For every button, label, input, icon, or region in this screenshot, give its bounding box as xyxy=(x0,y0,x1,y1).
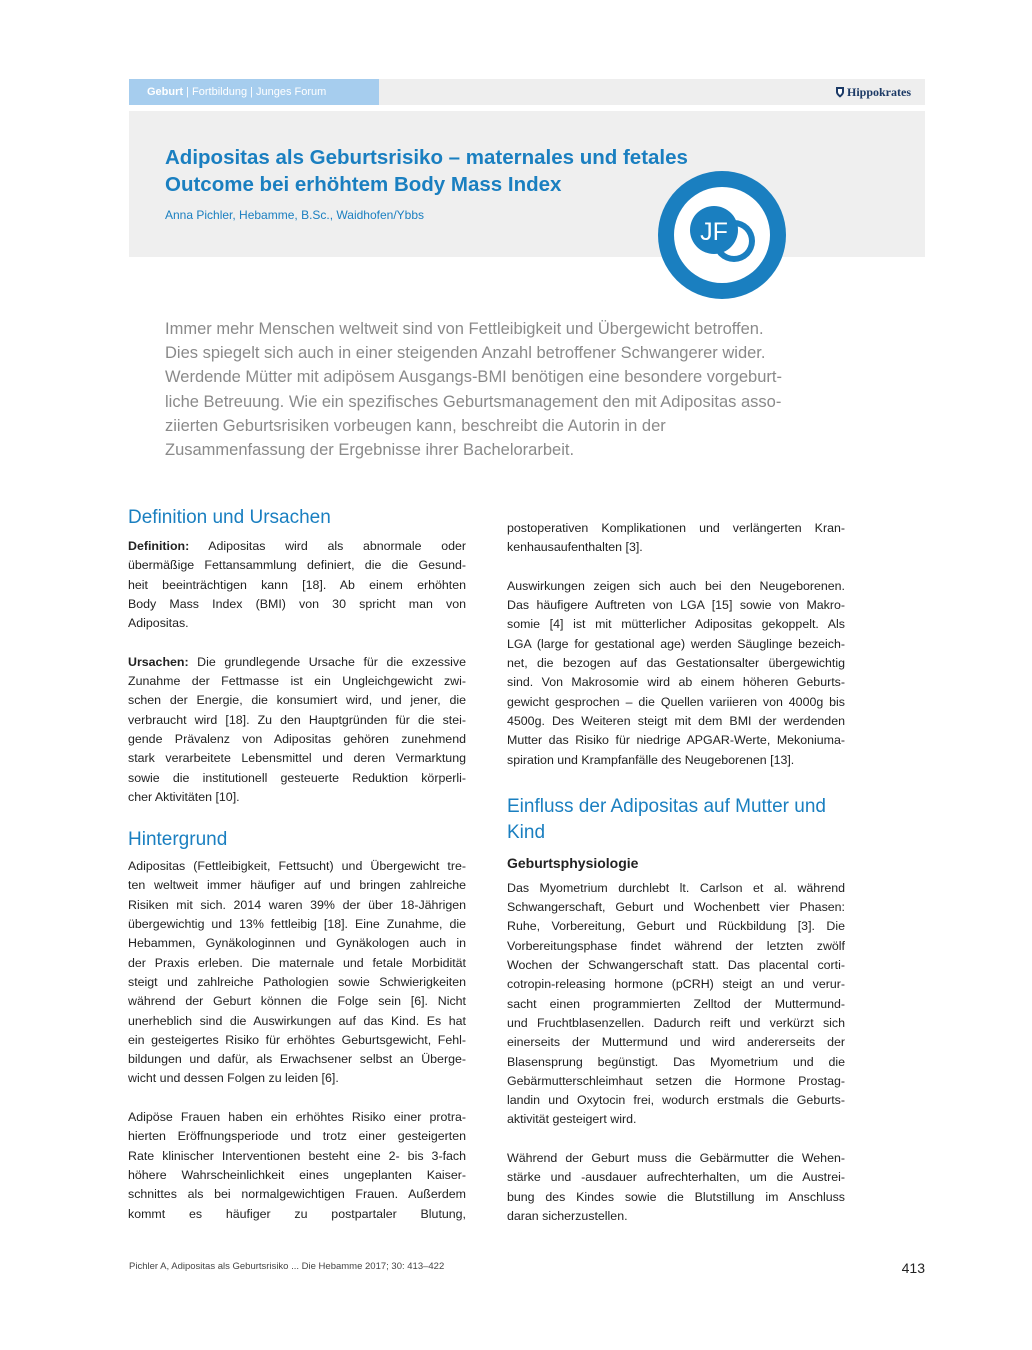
section-heading-background: Hintergrund xyxy=(128,829,228,851)
body-line: postoperativen Komplikationen und verlängerten Kran- xyxy=(507,521,845,535)
body-line: während der Geburt können die Folge sein [6]. Nicht xyxy=(128,994,466,1009)
body-line: heit beeinträchtigen kann [18]. Ab einem erhöhten xyxy=(128,577,466,592)
body-line: Das Myometrium durchlebt lt. Carlson et al. während xyxy=(507,880,845,895)
journal-header-bar xyxy=(129,79,925,105)
body-line: Adipositas. xyxy=(128,616,189,631)
publisher-name: Hippokrates xyxy=(846,85,911,99)
body-line: ten weltweit immer häufiger auf und bringen zahlreiche xyxy=(128,878,466,893)
left-column xyxy=(128,505,466,1224)
body-line: höhere Wahrscheinlichkeit eines ungeplanten Kaiser- xyxy=(128,1167,466,1182)
body-line: Ursachen: Die grundlegende Ursache für die exzessive xyxy=(128,654,466,669)
body-line: landin und Oxytocin frei, wodurch erstmals die Geburts- xyxy=(507,1093,845,1108)
body-line: steigt und zahlreiche Pathologien sowie Schwierigkeiten xyxy=(128,974,466,989)
body-line: Auswirkungen zeigen sich auch bei den Neugeborenen. xyxy=(507,578,845,593)
body-line: Wochen der Schwangerschaft statt. Das placental corti- xyxy=(507,958,845,973)
section-breadcrumb xyxy=(129,79,379,105)
body-line: ein gesteigertes Risiko für erhöhtes Geburtsgewicht, Fehl- xyxy=(128,1032,466,1047)
article-title-line: Outcome bei erhöhtem Body Mass Index xyxy=(165,173,562,196)
body-line: Rate klinischer Interventionen besteht eine 2- bis 3-fach xyxy=(128,1148,466,1163)
body-line: der Praxis erleben. Die maternale und fetale Morbidität xyxy=(128,955,466,970)
body-line: bung des Kindes sowie die Blutstillung im Anschluss xyxy=(507,1189,845,1204)
body-line: daran sicherzustellen. xyxy=(507,1208,628,1223)
body-line: gewicht gesprochen – die Quellen variieren von 4000g bis xyxy=(507,694,845,709)
body-line: 4500g. Des Weiteren steigt mit dem BMI der werdenden xyxy=(507,713,845,728)
body-line: schnittes als bei normalgewichtigen Frauen. Außerdem xyxy=(128,1187,466,1202)
body-line: bildungen und dafür, als Erwachsener selbst an Überge- xyxy=(128,1052,466,1067)
body-line: übermäßige Fettansammlung definiert, die die Gesund- xyxy=(128,558,466,573)
title-block xyxy=(129,111,925,257)
body-line: Das häufigere Auftreten von LGA [15] sowie von Makro- xyxy=(507,598,845,613)
body-line: hierten Eröffnungsperiode und trotz einer gesteigerten xyxy=(128,1129,466,1144)
lead-line: liche Betreuung. Wie ein spezifisches Geburtsmanagement den mit Adipositas asso- xyxy=(165,392,782,411)
lead-line: Zusammenfassung der Ergebnisse ihrer Bachelorarbeit. xyxy=(165,441,575,460)
lead-line: Immer mehr Menschen weltweit sind von Fettleibigkeit und Übergewicht betroffen. xyxy=(165,320,764,338)
subsection-heading-physiology: Geburtsphysiologie xyxy=(507,854,639,871)
body-line: Vorbereitungsphase findet während der letzten zwölf xyxy=(507,938,845,953)
body-line: Schwangerschaft, Geburt und Wochenbett vier Phasen: xyxy=(507,900,845,915)
body-line: somie [4] ist mit mütterlicher Adipositas gekoppelt. Als xyxy=(507,617,845,632)
article-lead xyxy=(165,317,865,462)
body-line: Hebammen, Gynäkologinnen und Gynäkologen auch in xyxy=(128,936,466,951)
body-line: Adipöse Frauen haben ein erhöhtes Risiko einer protra- xyxy=(128,1110,466,1125)
body-line: kommt es häufiger zu postpartaler Blutung, xyxy=(128,1206,466,1221)
body-line: übergewichtig und 13% fettleibig [18]. Eine Zunahme, die xyxy=(128,917,466,932)
body-line: Body Mass Index (BMI) von 30 spricht man von xyxy=(128,596,466,611)
body-line: stärke und -ausdauer aufrechterhalten, um die Austrei- xyxy=(507,1170,845,1185)
right-column xyxy=(507,519,845,1226)
junges-forum-badge-icon xyxy=(658,171,786,299)
article-author: Anna Pichler, Hebamme, B.Sc., Waidhofen/Ybbs xyxy=(165,208,425,222)
lead-line: ziierten Geburtsrisiken vorbeugen kann, beschreibt die Autorin in der xyxy=(165,416,666,435)
badge-text: JF xyxy=(700,218,728,246)
section-heading-influence: Einfluss der Adipositas auf Mutter und Kind xyxy=(507,795,826,843)
body-line: und Fruchtblasenzellen. Dadurch reift und verkürzt sich xyxy=(507,1015,845,1030)
body-line: sacht einen programmierten Zelltod der Muttermund- xyxy=(507,996,845,1011)
publisher-logo xyxy=(835,79,911,105)
body-line: verbraucht wird [18]. Zu den Hauptgründen für die stei- xyxy=(128,712,466,727)
body-line: Während der Geburt muss die Gebärmutter die Wehen- xyxy=(507,1151,845,1166)
body-line: aktivität gesteigert wird. xyxy=(507,1112,637,1127)
body-line: cotropin-releasing hormone (pCRH) steigt an und verur- xyxy=(507,977,845,992)
body-line: Gebärmutterschleimhaut setzen die Hormone Prostag- xyxy=(507,1073,845,1088)
body-line: einerseits der Muttermund und wird andererseits der xyxy=(507,1035,845,1050)
body-line: gende Prävalenz von Adipositas gehören zunehmend xyxy=(128,731,466,746)
body-line: stark verarbeitete Lebensmittel und deren Vermarktung xyxy=(128,751,466,766)
section-heading-definition: Definition und Ursachen xyxy=(128,507,331,528)
body-line: sind. Von Makrosomie wird ab einem höheren Geburts- xyxy=(507,675,845,690)
body-line: Risiken mit sich. 2014 waren 39% der über 18-Jährigen xyxy=(128,897,466,912)
body-line: Adipositas (Fettleibigkeit, Fettsucht) und Übergewicht tre- xyxy=(128,859,466,874)
body-line: unerheblich sind die Auswirkungen auf das Kind. Es hat xyxy=(128,1013,466,1028)
body-line: net, die bezogen auf das Gestationsalter übergewichtig xyxy=(507,656,845,671)
body-line: Mutter das Risiko für niedrige APGAR-Werte, Mekoniuma- xyxy=(507,733,845,748)
body-line: wicht und dessen Folgen zu leiden [6]. xyxy=(128,1071,339,1086)
page-number: 413 xyxy=(901,1260,925,1276)
article-title-line: Adipositas als Geburtsrisiko – maternales und fetales xyxy=(165,146,688,169)
body-line: schen der Energie, die konsumiert wird, und jener, die xyxy=(128,693,466,708)
lead-line: Werdende Mütter mit adipösem Ausgangs-BMI benötigen eine besondere vorgeburt- xyxy=(165,368,782,387)
citation-footer: Pichler A, Adipositas als Geburtsrisiko ... Die Hebamme 2017; 30: 413–422 xyxy=(129,1261,445,1272)
causes-label: Ursachen: xyxy=(128,654,189,669)
breadcrumb-rest: | Fortbildung | Junges Forum xyxy=(183,86,327,98)
body-line: kenhausaufenthalten [3]. xyxy=(507,540,643,555)
crest-icon xyxy=(835,86,845,98)
definition-label: Definition: xyxy=(128,539,190,553)
body-line: Blasensprung begünstigt. Das Myometrium und die xyxy=(507,1054,845,1069)
lead-line: Dies spiegelt sich auch in einer steigenden Anzahl betroffener Schwangerer wider. xyxy=(165,344,766,363)
body-line: LGA (large for gestational age) werden Säuglinge bezeich- xyxy=(507,636,845,651)
body-line: Definition: Adipositas wird als abnormale oder xyxy=(128,539,466,553)
article-title xyxy=(165,144,688,198)
body-line: cher Aktivitäten [10]. xyxy=(128,789,240,804)
body-line: spiration und Krampfanfälle des Neugeborenen [13]. xyxy=(507,752,795,767)
body-line: Ruhe, Vorbereitung, Geburt und Rückbildung [3]. Die xyxy=(507,919,845,934)
body-line: Zunahme der Fettmasse ist ein Ungleichgewicht zwi- xyxy=(128,674,466,689)
body-line: sowie die institutionell gesteuerte Reduktion körperli- xyxy=(128,770,466,785)
breadcrumb-main: Geburt xyxy=(147,86,184,98)
